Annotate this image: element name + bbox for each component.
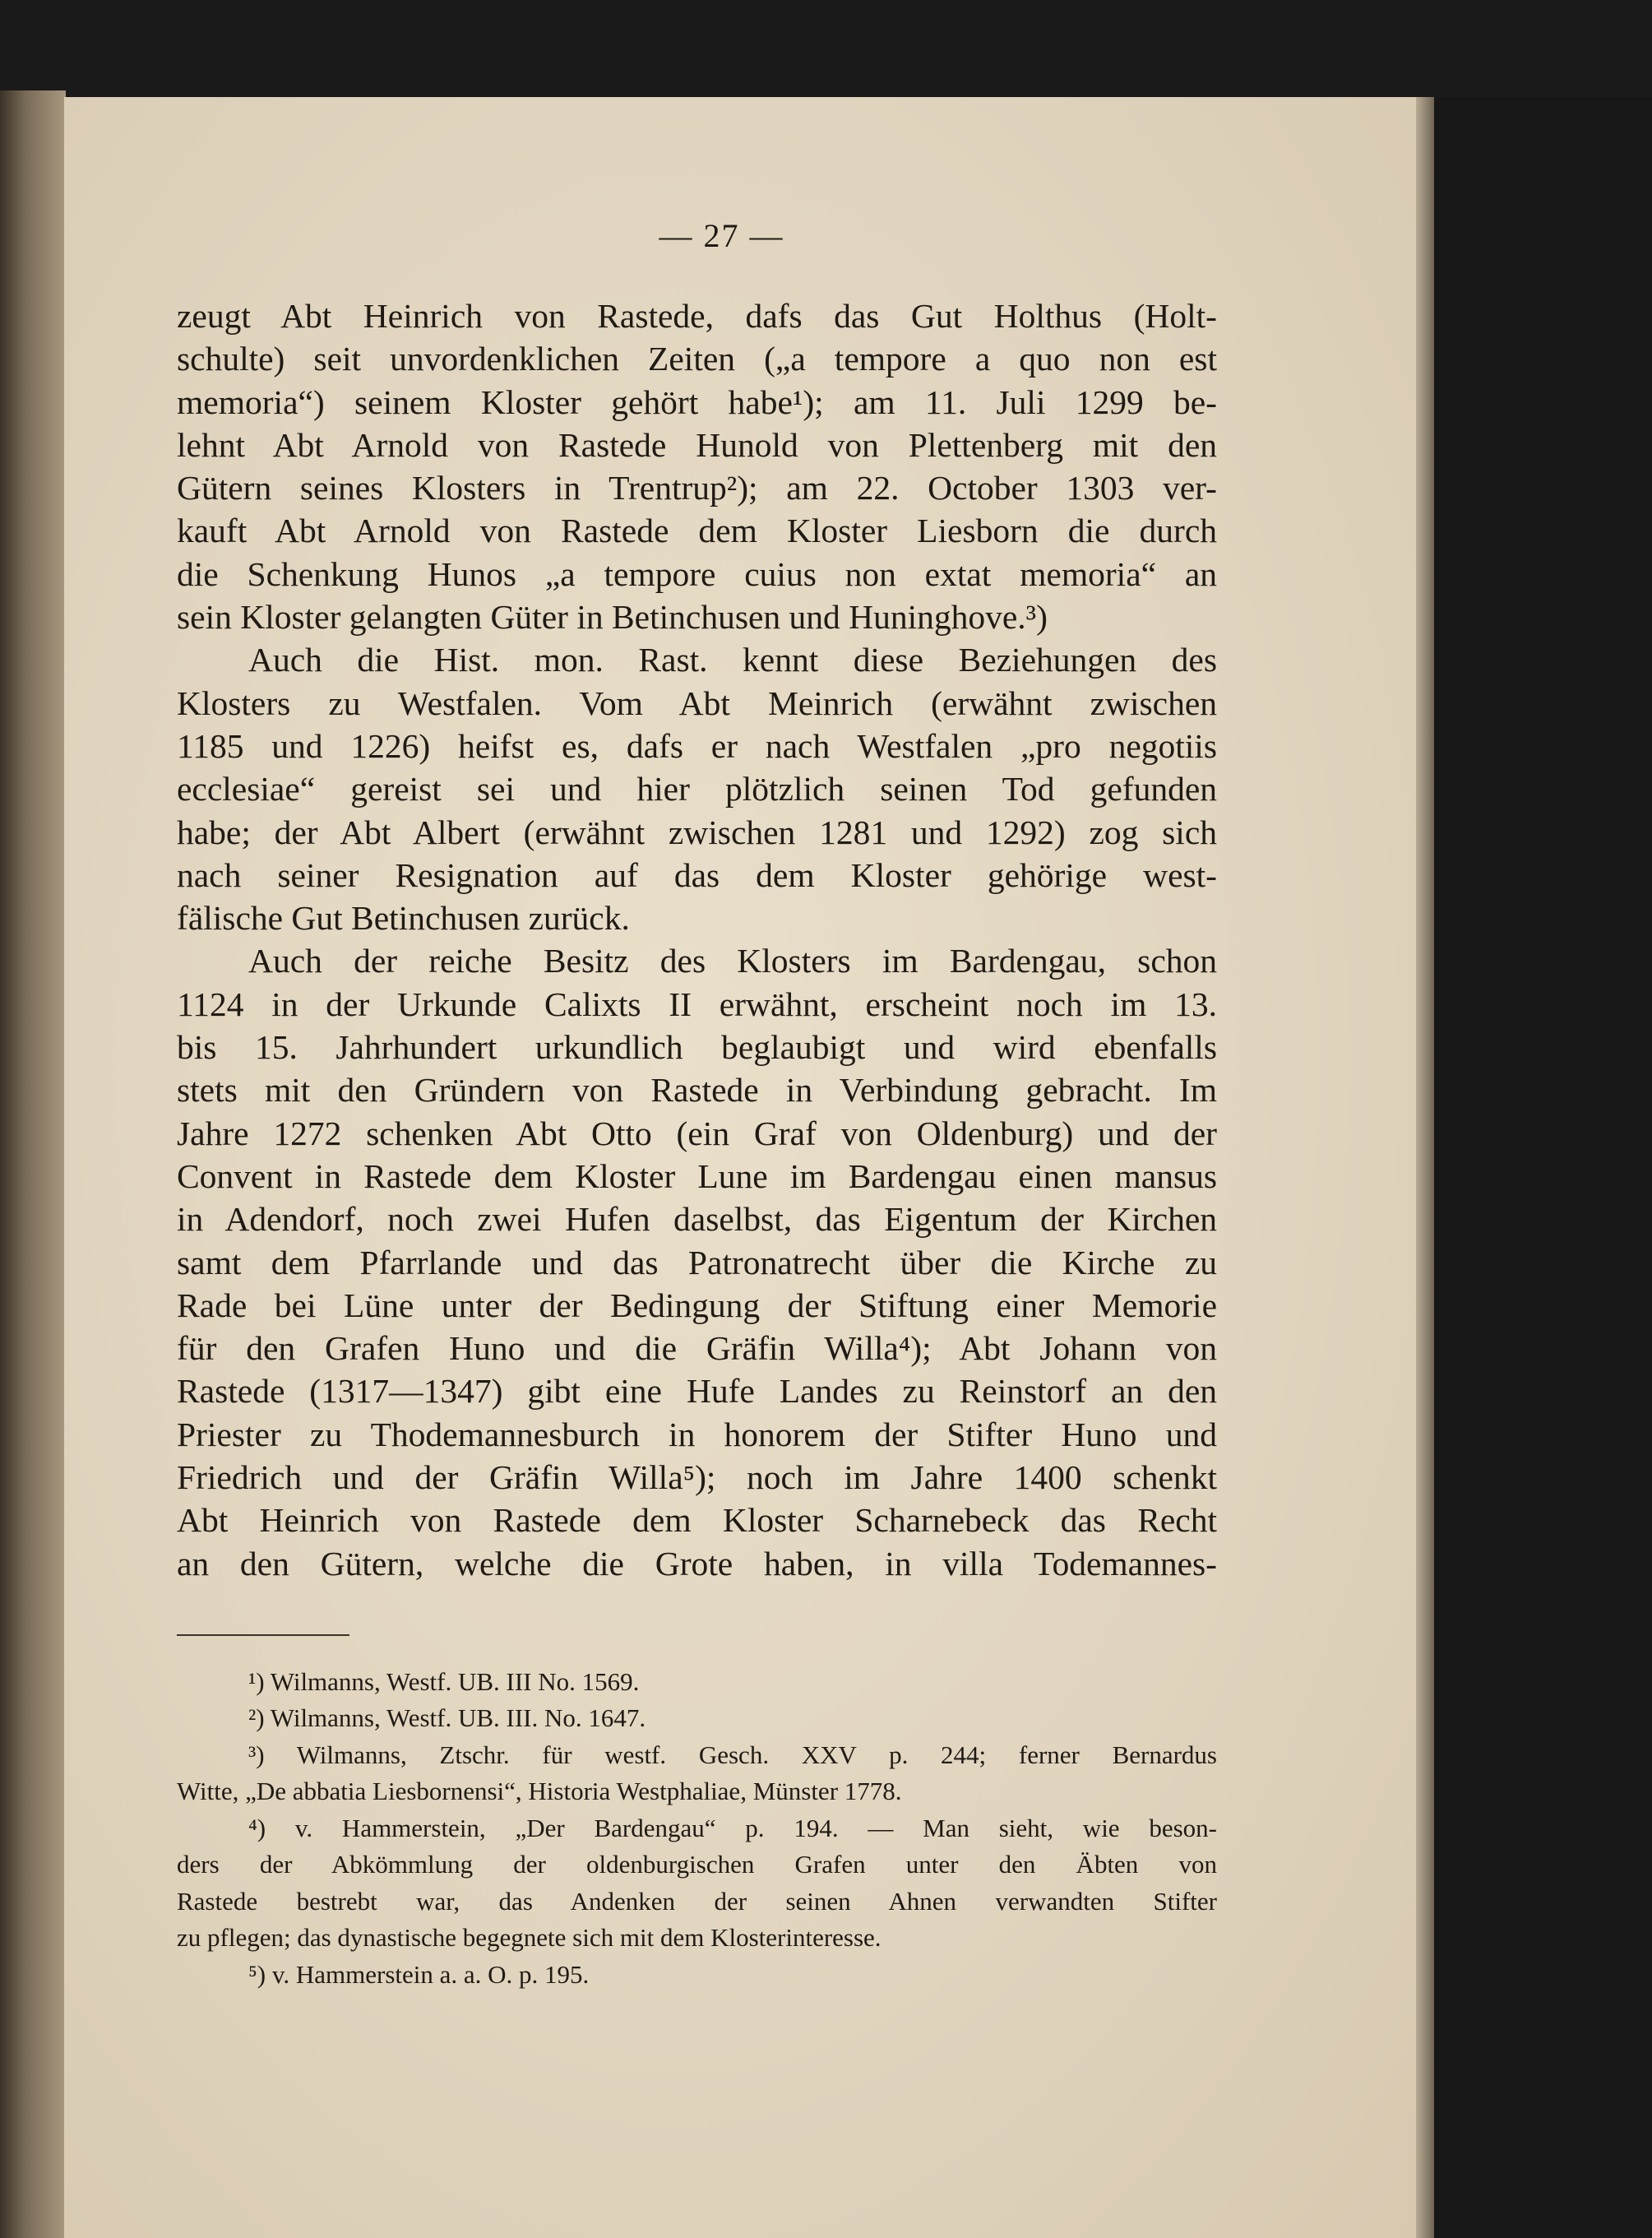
text-line: stets mit den Gründern von Rastede in Verbindung gebracht. Im — [177, 1071, 1217, 1110]
body-text — [177, 294, 1217, 1585]
footnote: ³) Wilmanns, Ztschr. für westf. Gesch. XXV p. 244; ferner Bernardus — [248, 1740, 1217, 1769]
page-edge-shadow — [1416, 97, 1434, 2238]
text-line: schulte) seit unvordenklichen Zeiten („a tempore a quo non est — [177, 340, 1217, 378]
text-line: Rastede (1317—1347) gibt eine Hufe Landes zu Reinstorf an den — [177, 1372, 1217, 1411]
text-line: Friedrich und der Gräfin Willa⁵); noch im Jahre 1400 schenkt — [177, 1458, 1217, 1497]
footnote-separator — [177, 1634, 349, 1636]
footnote: zu pflegen; das dynastische begegnete sich mit dem Klosterinteresse. — [177, 1923, 882, 1953]
text-column — [177, 215, 1217, 1993]
facing-page-edge — [0, 90, 66, 2238]
text-line: in Adendorf, noch zwei Hufen daselbst, das Eigentum der Kirchen — [177, 1200, 1217, 1239]
footnote: ¹) Wilmanns, Westf. UB. III No. 1569. — [248, 1666, 640, 1696]
text-line: Klosters zu Westfalen. Vom Abt Meinrich (erwähnt zwischen — [177, 683, 1217, 722]
book-cover-edge — [1434, 97, 1652, 2238]
text-line: memoria“) seinem Kloster gehört habe¹); am 11. Juli 1299 be- — [177, 382, 1217, 421]
text-line: die Schenkung Hunos „a tempore cuius non extat memoria“ an — [177, 554, 1217, 593]
text-line: bis 15. Jahrhundert urkundlich beglaubigt und wird ebenfalls — [177, 1028, 1217, 1067]
text-line: Rade bei Lüne unter der Bedingung der Stiftung einer Memorie — [177, 1286, 1217, 1324]
page-number: — 27 — — [659, 217, 784, 254]
footnote: ⁴) v. Hammerstein, „Der Bardengau“ p. 194. — Man sieht, wie beson- — [248, 1813, 1217, 1842]
scan-background-top — [0, 0, 1652, 107]
footnote: Witte, „De abbatia Liesbornensi“, Historia Westphaliae, Münster 1778. — [177, 1777, 902, 1806]
footnote: ²) Wilmanns, Westf. UB. III. No. 1647. — [248, 1703, 646, 1733]
text-line: zeugt Abt Heinrich von Rastede, dafs das Gut Holthus (Holt- — [177, 297, 1217, 335]
text-line: kauft Abt Arnold von Rastede dem Kloster Liesborn die durch — [177, 512, 1217, 550]
text-line: 1185 und 1226) heifst es, dafs er nach Westfalen „pro negotiis — [177, 726, 1217, 765]
footnote: ⁵) v. Hammerstein a. a. O. p. 195. — [248, 1959, 590, 1989]
text-line: Jahre 1272 schenken Abt Otto (ein Graf von Oldenburg) und der — [177, 1114, 1217, 1152]
text-line: sein Kloster gelangten Güter in Betinchusen und Huninghove.³) — [177, 598, 1048, 637]
text-line: 1124 in der Urkunde Calixts II erwähnt, erscheint noch im 13. — [177, 985, 1217, 1023]
text-line: Auch der reiche Besitz des Klosters im Bardengau, schon — [248, 942, 1217, 980]
footnotes — [177, 1664, 1217, 1994]
text-line: fälische Gut Betinchusen zurück. — [177, 899, 630, 938]
text-line: an den Gütern, welche die Grote haben, in villa Todemannes- — [177, 1544, 1217, 1582]
text-line: Convent in Rastede dem Kloster Lune im Bardengau einen mansus — [177, 1156, 1217, 1195]
text-line: für den Grafen Huno und die Gräfin Willa⁴); Abt Johann von — [177, 1329, 1217, 1368]
text-line: Auch die Hist. mon. Rast. kennt diese Beziehungen des — [248, 641, 1217, 679]
footnote: Rastede bestrebt war, das Andenken der seinen Ahnen verwandten Stifter — [177, 1886, 1217, 1916]
text-line: samt dem Pfarrlande und das Patronatrecht über die Kirche zu — [177, 1243, 1217, 1281]
text-line: Priester zu Thodemannesburch in honorem der Stifter Huno und — [177, 1415, 1217, 1453]
text-line: nach seiner Resignation auf das dem Kloster gehörige west- — [177, 855, 1217, 894]
text-line: ecclesiae“ gereist sei und hier plötzlich seinen Tod gefunden — [177, 770, 1217, 809]
text-line: habe; der Abt Albert (erwähnt zwischen 1281 und 1292) zog sich — [177, 813, 1217, 851]
text-line: lehnt Abt Arnold von Rastede Hunold von Plettenberg mit den — [177, 425, 1217, 464]
footnote: ders der Abkömmlung der oldenburgischen Grafen unter den Äbten von — [177, 1850, 1217, 1879]
text-line: Abt Heinrich von Rastede dem Kloster Scharnebeck das Recht — [177, 1501, 1217, 1540]
text-line: Gütern seines Klosters in Trentrup²); am 22. October 1303 ver- — [177, 469, 1217, 507]
